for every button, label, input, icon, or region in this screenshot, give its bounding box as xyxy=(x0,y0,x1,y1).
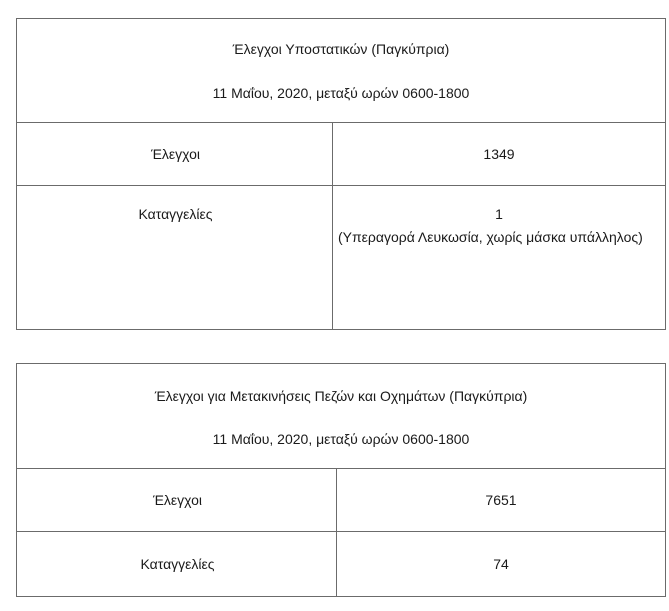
row-value-cell xyxy=(336,468,665,531)
table-date: 11 Μαΐου, 2020, μεταξύ ωρών 0600-1800 xyxy=(212,431,470,447)
table-row xyxy=(17,122,665,186)
premises-checks-table xyxy=(16,18,666,330)
table-header xyxy=(17,364,665,469)
row-label: Έλεγχοι xyxy=(150,145,201,162)
table-row xyxy=(17,468,665,532)
table-title: Έλεγχοι Υποστατικών (Παγκύπρια) xyxy=(232,41,450,57)
row-label-cell xyxy=(17,122,334,185)
row-value: 1 xyxy=(495,206,503,222)
row-label: Καταγγελίες xyxy=(138,206,213,222)
movement-checks-table xyxy=(16,363,666,597)
row-label: Καταγγελίες xyxy=(140,556,215,572)
table-row xyxy=(17,186,665,329)
row-label-cell xyxy=(17,532,338,596)
row-value: 74 xyxy=(493,556,509,572)
row-value-cell xyxy=(336,532,665,596)
table-date: 11 Μαΐου, 2020, μεταξύ ωρών 0600-1800 xyxy=(212,85,470,101)
table-row xyxy=(17,532,665,596)
row-value: 1349 xyxy=(483,145,515,162)
table-header xyxy=(17,19,665,123)
table-title: Έλεγχοι για Μετακινήσεις Πεζών και Οχημάτων (Παγκύπρια) xyxy=(154,388,528,404)
complaint-note: (Υπεραγορά Λευκωσία, χωρίς μάσκα υπάλληλος) xyxy=(338,229,643,245)
row-value-cell xyxy=(332,122,665,185)
row-value: 7651 xyxy=(485,491,517,508)
row-label-cell xyxy=(17,468,338,531)
row-value-cell xyxy=(332,186,665,329)
row-label: Έλεγχοι xyxy=(152,491,203,508)
row-label-cell xyxy=(17,186,334,329)
